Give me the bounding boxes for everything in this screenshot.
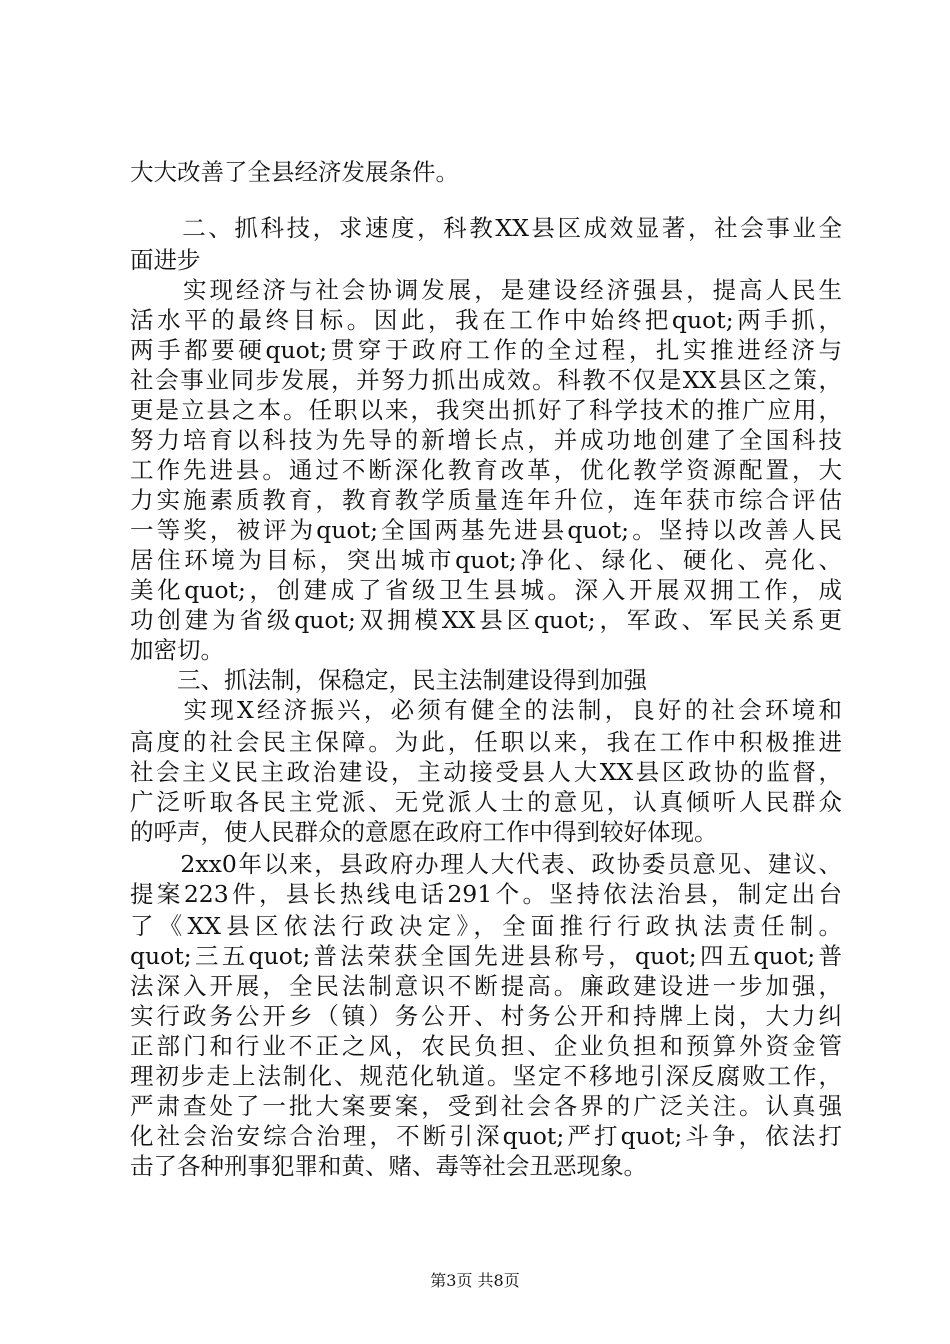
text-line: 美化quot;，创建成了省级卫生县城。深入开展双拥工作，成: [130, 576, 842, 604]
text-line: quot;三五quot;普法荣获全国先进县称号，quot;四五quot;普: [130, 942, 842, 970]
text-line: 面进步: [130, 246, 201, 274]
text-line: 严肃查处了一批大案要案，受到社会各界的广泛关注。认真强: [130, 1092, 842, 1120]
text-line: 工作先进县。通过不断深化教育改革，优化教学资源配置，大: [130, 456, 842, 484]
text-line: 实现X经济振兴，必须有健全的法制，良好的社会环境和: [130, 696, 842, 724]
text-line: 居住环境为目标，突出城市quot;净化、绿化、硬化、亮化、: [130, 546, 842, 574]
text-line: 功创建为省级quot;双拥模XX县区quot;，军政、军民关系更: [130, 606, 842, 634]
text-line: 法深入开展，全民法制意识不断提高。廉政建设进一步加强，: [130, 972, 842, 1000]
text-line: 击了各种刑事犯罪和黄、赌、毒等社会丑恶现象。: [130, 1152, 647, 1180]
text-line: 了《XX县区依法行政决定》，全面推行行政执法责任制。: [130, 912, 842, 940]
text-line: 2xx0年以来，县政府办理人大代表、政协委员意见、建议、: [130, 850, 842, 878]
text-line: 加密切。: [130, 636, 224, 664]
text-line: 高度的社会民主保障。为此，任职以来，我在工作中积极推进: [130, 728, 842, 756]
page-footer: 第3页 共8页: [430, 1271, 520, 1290]
text-line: 提案223件，县长热线电话291个。坚持依法治县，制定出台: [130, 880, 842, 908]
text-line: 二、抓科技，求速度，科教XX县区成效显著，社会事业全: [130, 214, 842, 242]
text-line: 的呼声，使人民群众的意愿在政府工作中得到较好体现。: [130, 818, 718, 846]
text-line: 社会事业同步发展，并努力抓出成效。科教不仅是XX县区之策，: [130, 366, 842, 394]
text-line: 力实施素质教育，教育教学质量连年升位，连年获市综合评估: [130, 486, 842, 514]
text-line: 两手都要硬quot;贯穿于政府工作的全过程，扎实推进经济与: [130, 336, 842, 364]
text-line: 努力培育以科技为先导的新增长点，并成功地创建了全国科技: [130, 426, 842, 454]
text-line: 三、抓法制，保稳定，民主法制建设得到加强: [130, 666, 647, 694]
text-line: 一等奖，被评为quot;全国两基先进县quot;。坚持以改善人民: [130, 516, 842, 544]
text-line: 大大改善了全县经济发展条件。: [130, 158, 459, 186]
text-line: 社会主义民主政治建设，主动接受县人大XX县区政协的监督，: [130, 758, 842, 786]
text-line: 正部门和行业不正之风，农民负担、企业负担和预算外资金管: [130, 1032, 842, 1060]
text-line: 更是立县之本。任职以来，我突出抓好了科学技术的推广应用，: [130, 396, 842, 424]
text-line: 广泛听取各民主党派、无党派人士的意见，认真倾听人民群众: [130, 788, 842, 816]
text-line: 实现经济与社会协调发展，是建设经济强县，提高人民生: [130, 276, 842, 304]
text-line: 理初步走上法制化、规范化轨道。坚定不移地引深反腐败工作，: [130, 1062, 842, 1090]
text-line: 化社会治安综合治理，不断引深quot;严打quot;斗争，依法打: [130, 1122, 842, 1150]
text-line: 实行政务公开乡（镇）务公开、村务公开和持牌上岗，大力纠: [130, 1002, 842, 1030]
text-line: 活水平的最终目标。因此，我在工作中始终把quot;两手抓，: [130, 306, 842, 334]
